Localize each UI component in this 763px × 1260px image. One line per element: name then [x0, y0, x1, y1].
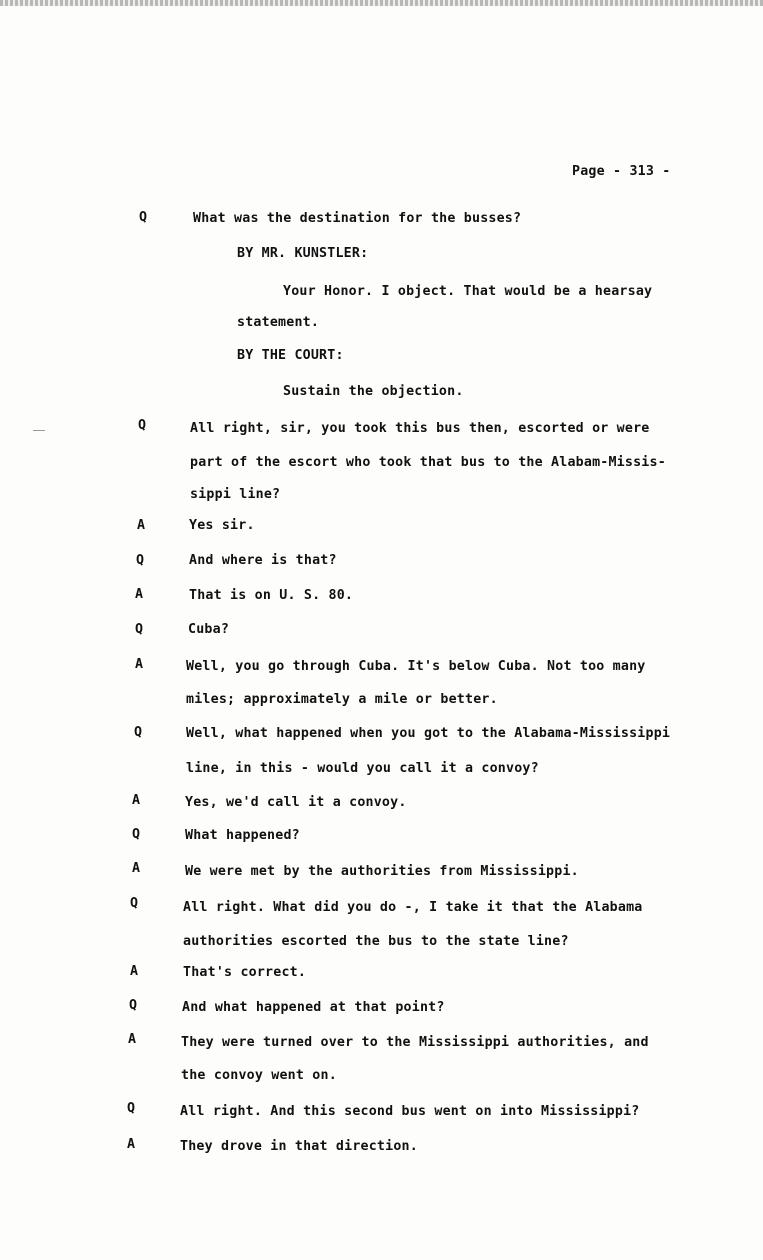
speaker-label: Q [127, 1101, 136, 1116]
speaker-label: A [132, 793, 141, 808]
transcript-line: Cuba? [188, 622, 230, 637]
transcript-line: And what happened at that point? [182, 1000, 445, 1015]
transcript-line: the convoy went on. [181, 1068, 337, 1083]
speaker-label: A [135, 657, 144, 672]
transcript-line: We were met by the authorities from Mississippi. [185, 864, 579, 879]
transcript-line: They drove in that direction. [180, 1139, 418, 1154]
transcript-line: Yes, we'd call it a convoy. [185, 795, 407, 810]
transcript-line: miles; approximately a mile or better. [186, 692, 498, 707]
transcript-line: What happened? [185, 828, 300, 843]
transcript-line: Well, you go through Cuba. It's below Cuba. Not too many [186, 659, 646, 674]
speaker-label: A [135, 587, 144, 602]
margin-mark [33, 430, 45, 431]
transcript-line: line, in this - would you call it a convoy? [186, 761, 539, 776]
transcript-line: statement. [237, 315, 320, 330]
transcript-line: All right, sir, you took this bus then, escorted or were [190, 421, 650, 436]
speaker-label: A [132, 861, 141, 876]
transcript-line: Sustain the objection. [283, 384, 464, 399]
speaker-label: Q [138, 418, 147, 433]
speaker-label: A [137, 518, 146, 533]
speaker-label: Q [130, 896, 139, 911]
speaker-label: A [130, 964, 139, 979]
transcript-line: That is on U. S. 80. [189, 588, 354, 603]
speaker-label: Q [134, 725, 143, 740]
speaker-heading: BY THE COURT: [237, 348, 344, 363]
transcript-line: What was the destination for the busses? [193, 211, 522, 226]
transcript-line: authorities escorted the bus to the state line? [183, 934, 569, 949]
speaker-label: A [127, 1137, 136, 1152]
transcript-line: And where is that? [189, 553, 337, 568]
speaker-heading: BY MR. KUNSTLER: [237, 246, 369, 261]
transcript-line: sippi line? [190, 487, 281, 502]
speaker-label: Q [136, 553, 145, 568]
speaker-label: Q [139, 210, 148, 225]
transcript-line: All right. What did you do -, I take it that the Alabama [183, 900, 643, 915]
speaker-label: Q [135, 622, 144, 637]
speaker-label: Q [132, 827, 141, 842]
speaker-label: A [128, 1032, 137, 1047]
transcript-line: They were turned over to the Mississippi authorities, and [181, 1035, 649, 1050]
transcript-line: Well, what happened when you got to the Alabama-Mississippi [186, 726, 671, 741]
page-number: Page - 313 - [572, 164, 671, 179]
scan-top-edge [0, 0, 763, 6]
transcript-line: That's correct. [183, 965, 307, 980]
transcript-line: All right. And this second bus went on into Mississippi? [180, 1104, 640, 1119]
transcript-line: Yes sir. [189, 518, 255, 533]
speaker-label: Q [129, 998, 138, 1013]
transcript-line: part of the escort who took that bus to the Alabam-Missis- [190, 455, 666, 470]
transcript-line: Your Honor. I object. That would be a hearsay [283, 284, 653, 299]
